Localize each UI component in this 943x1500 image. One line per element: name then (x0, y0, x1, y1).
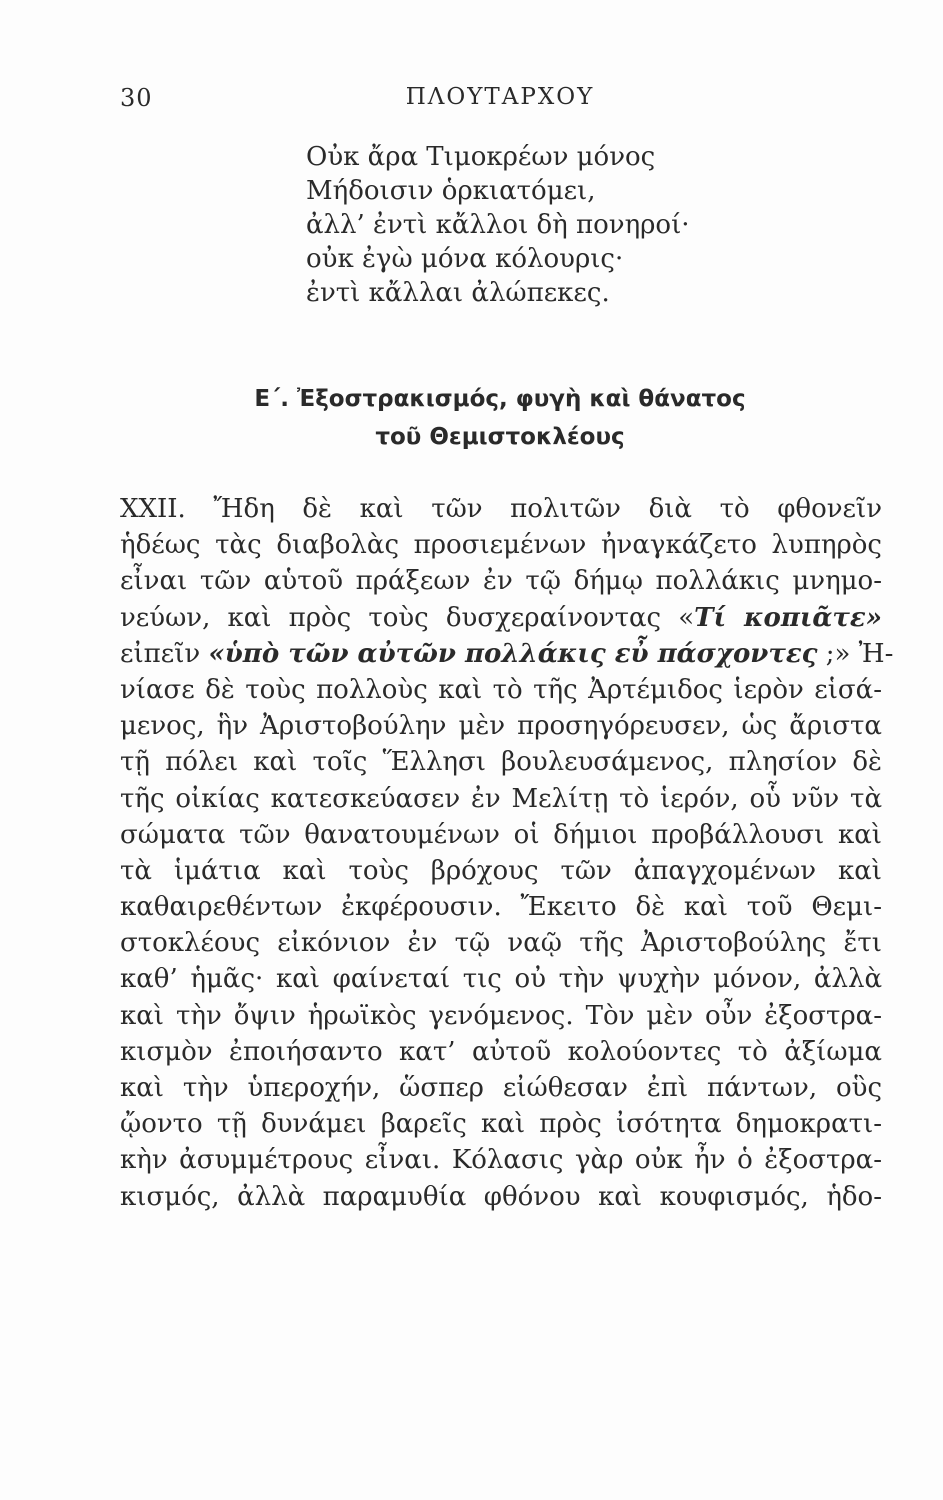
poem-line: Μήδοισιν ὁρκιατόμει, (306, 176, 596, 206)
body-line-text: ;» Ἠ- (817, 638, 894, 669)
body-line: κισμός, ἀλλὰ παραμυθία φθόνου καὶ κουφισμός, ἡδο- (120, 1181, 882, 1212)
body-line: εἶναι τῶν αὑτοῦ πράξεων ἐν τῷ δήμῳ πολλάκις μνημο- (120, 566, 882, 597)
body-line: καὶ τὴν ὄψιν ἡρωϊκὸς γενόμενος. Τὸν μὲν οὖν ἐξοστρα- (120, 1000, 882, 1031)
section-heading (120, 380, 880, 456)
poem-line: οὐκ ἐγὼ μόνα κόλουρις· (306, 244, 624, 274)
body-line: κισμὸν ἐποιήσαντο κατ’ αὐτοῦ κολούοντες τὸ ἀξίωμα (120, 1036, 882, 1067)
body-line: ᾤοντο τῇ δυνάμει βαρεῖς καὶ πρὸς ἰσότητα δημοκρατι- (120, 1109, 882, 1140)
body-line (120, 636, 894, 672)
section-heading-line: Ε΄. Ἐξοστρακισμός, φυγὴ καὶ θάνατος (254, 386, 746, 412)
body-line (120, 600, 882, 636)
body-line: τῆς οἰκίας κατεσκεύασεν ἐν Μελίτῃ τὸ ἱερόν, οὗ νῦν τὰ (120, 783, 882, 814)
poem-quotation (306, 140, 806, 310)
emphasized-quote: «ὑπὸ τῶν αὐτῶν πολλάκις εὖ πάσχοντες (208, 638, 818, 669)
body-line: ἡδέως τὰς διαβολὰς προσιεμένων ἠναγκάζετο λυπηρὸς (120, 530, 882, 561)
body-line: καὶ τὴν ὑπεροχήν, ὥσπερ εἰώθεσαν ἐπὶ πάντων, οὓς (120, 1073, 882, 1103)
emphasized-quote: Τί κοπιᾶτε» (694, 602, 882, 633)
body-line: νίασε δὲ τοὺς πολλοὺς καὶ τὸ τῆς Ἀρτέμιδος ἱερὸν εἱσά- (120, 674, 882, 705)
body-line: στοκλέους εἰκόνιον ἐν τῷ ναῷ τῆς Ἀριστοβούλης ἔτι (120, 928, 882, 959)
body-line: τῇ πόλει καὶ τοῖς Ἕλλησι βουλευσάμενος, πλησίον δὲ (120, 747, 882, 778)
body-line: καθαιρεθέντων ἐκφέρουσιν. Ἔκειτο δὲ καὶ τοῦ Θεμι- (120, 892, 882, 923)
section-heading-line: τοῦ Θεμιστοκλέους (375, 424, 625, 450)
poem-line: Οὐκ ἄρα Τιμοκρέων μόνος (306, 142, 656, 172)
body-line: σώματα τῶν θανατουμένων οἱ δήμιοι προβάλλουσι καὶ (120, 819, 882, 850)
body-line: XXII. Ἤδη δὲ καὶ τῶν πολιτῶν διὰ τὸ φθονεῖν (120, 494, 882, 524)
body-line: κὴν ἀσυμμέτρους εἶναι. Κόλασις γὰρ οὐκ ἦν ὁ ἐξοστρα- (120, 1145, 882, 1176)
body-text (120, 491, 894, 1215)
page-number: 30 (120, 84, 153, 112)
poem-line: ἀλλ’ ἐντὶ κἄλλοι δὴ πονηροί· (306, 210, 690, 240)
body-line: μενος, ἣν Ἀριστοβούλην μὲν προσηγόρευσεν, ὡς ἄριστα (120, 711, 882, 742)
body-line: καθ’ ἡμᾶς· καὶ φαίνεταί τις οὐ τὴν ψυχὴν μόνον, ἀλλὰ (120, 964, 882, 995)
poem-line: ἐντὶ κἄλλαι ἀλώπεκες. (306, 278, 610, 308)
running-head (120, 84, 880, 124)
running-title: ΠΛΟΥΤΑΡΧΟΥ (405, 84, 595, 110)
body-line-text: νεύων, καὶ πρὸς τοὺς δυσχεραίνοντας « (120, 602, 695, 633)
body-line: τὰ ἱμάτια καὶ τοὺς βρόχους τῶν ἀπαγχομένων καὶ (120, 855, 882, 886)
body-line-text: εἰπεῖν (120, 638, 209, 669)
